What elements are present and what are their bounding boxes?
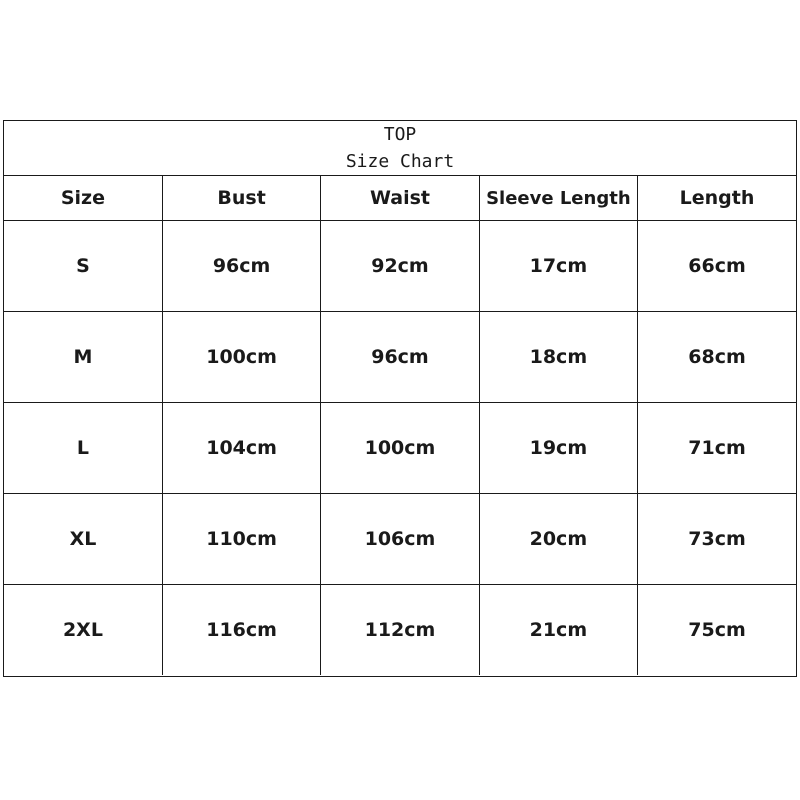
cell-sleeve-length: 21cm bbox=[479, 585, 637, 676]
cell-length: 73cm bbox=[638, 494, 796, 585]
cell-bust: 104cm bbox=[162, 403, 320, 494]
cell-waist: 100cm bbox=[321, 403, 479, 494]
cell-size: L bbox=[4, 403, 162, 494]
cell-waist: 106cm bbox=[321, 494, 479, 585]
cell-sleeve-length: 19cm bbox=[479, 403, 637, 494]
size-table bbox=[4, 176, 796, 675]
size-chart bbox=[3, 120, 797, 677]
chart-title: TOP bbox=[383, 124, 417, 145]
header-sleeve-length: Sleeve Length bbox=[479, 176, 637, 221]
cell-sleeve-length: 17cm bbox=[479, 221, 637, 312]
cell-length: 75cm bbox=[688, 619, 746, 641]
cell-waist: 96cm bbox=[321, 312, 479, 403]
cell-length: 66cm bbox=[638, 221, 796, 312]
table-row bbox=[4, 403, 796, 494]
header-waist: Waist bbox=[321, 176, 479, 221]
cell-sleeve-length: 18cm bbox=[479, 312, 637, 403]
table-row bbox=[4, 312, 796, 403]
cell-bust: 96cm bbox=[162, 221, 320, 312]
cell-size: XL bbox=[4, 494, 162, 585]
table-row bbox=[4, 494, 796, 585]
cell-size: M bbox=[4, 312, 162, 403]
header-bust: Bust bbox=[162, 176, 320, 221]
table-header-row bbox=[4, 176, 796, 221]
cell-waist: 112cm bbox=[321, 585, 479, 676]
cell-sleeve-length: 20cm bbox=[479, 494, 637, 585]
chart-title-block bbox=[4, 121, 796, 176]
header-length: Length bbox=[638, 176, 796, 221]
chart-subtitle: Size Chart bbox=[345, 151, 455, 172]
cell-bust: 116cm bbox=[162, 585, 320, 676]
header-size: Size bbox=[4, 176, 162, 221]
cell-length: 71cm bbox=[638, 403, 796, 494]
table-row bbox=[4, 221, 796, 312]
cell-size: S bbox=[4, 221, 162, 312]
cell-length: 68cm bbox=[638, 312, 796, 403]
cell-waist: 92cm bbox=[321, 221, 479, 312]
cell-bust: 110cm bbox=[162, 494, 320, 585]
cell-bust: 100cm bbox=[162, 312, 320, 403]
cell-size: 2XL bbox=[4, 585, 162, 676]
table-row bbox=[4, 585, 796, 676]
